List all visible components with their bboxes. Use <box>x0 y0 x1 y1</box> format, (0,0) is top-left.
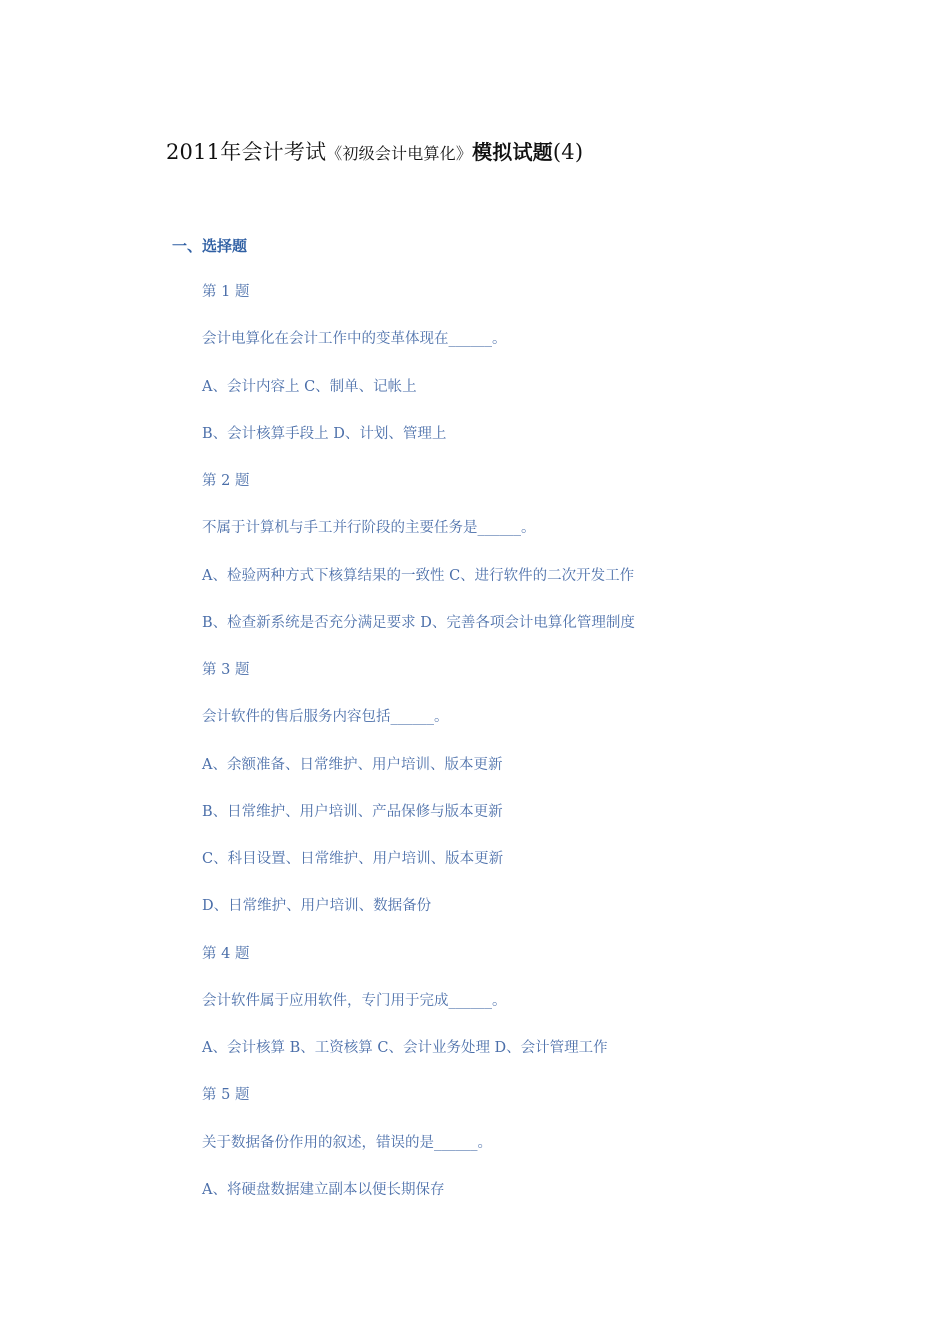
title-year-exam: 2011年会计考试 <box>166 140 327 164</box>
question-text: 会计软件属于应用软件，专门用于完成______。 <box>202 992 507 1009</box>
question-number: 第 3 题 <box>202 662 250 678</box>
answer-option: A、余额准备、日常维护、用户培训、版本更新 <box>202 756 503 773</box>
answer-options: A、会计核算 B、工资核算 C、会计业务处理 D、会计管理工作 <box>202 1040 608 1056</box>
question-number: 第 2 题 <box>202 473 250 489</box>
question-text: 不属于计算机与手工并行阶段的主要任务是______。 <box>202 520 536 537</box>
question-text: 关于数据备份作用的叙述，错误的是______。 <box>202 1134 492 1151</box>
answer-option: A、将硬盘数据建立副本以便长期保存 <box>202 1181 445 1198</box>
answer-option: D、日常维护、用户培训、数据备份 <box>202 898 432 915</box>
answer-options: B、会计核算手段上 D、计划、管理上 <box>202 425 447 442</box>
question-text: 会计电算化在会计工作中的变革体现在______。 <box>202 331 507 348</box>
title-number: (4) <box>552 140 584 164</box>
answer-options: B、检查新系统是否充分满足要求 D、完善各项会计电算化管理制度 <box>202 614 635 631</box>
document-title <box>166 136 583 166</box>
question-text: 会计软件的售后服务内容包括______。 <box>202 709 449 726</box>
question-number: 第 4 题 <box>202 945 250 962</box>
answer-options: A、检验两种方式下核算结果的一致性 C、进行软件的二次开发工作 <box>202 567 635 584</box>
section-heading: 一、选择题 <box>172 237 248 255</box>
question-number: 第 1 题 <box>202 284 250 300</box>
question-list <box>202 282 635 1227</box>
title-mock-test: 模拟试题 <box>472 140 553 164</box>
title-course-name: 《初级会计电算化》 <box>326 144 473 163</box>
answer-options: A、会计内容上 C、制单、记帐上 <box>202 378 417 395</box>
answer-option: C、科目设置、日常维护、用户培训、版本更新 <box>202 851 504 867</box>
answer-option: B、日常维护、用户培训、产品保修与版本更新 <box>202 803 503 820</box>
question-number: 第 5 题 <box>202 1087 250 1104</box>
